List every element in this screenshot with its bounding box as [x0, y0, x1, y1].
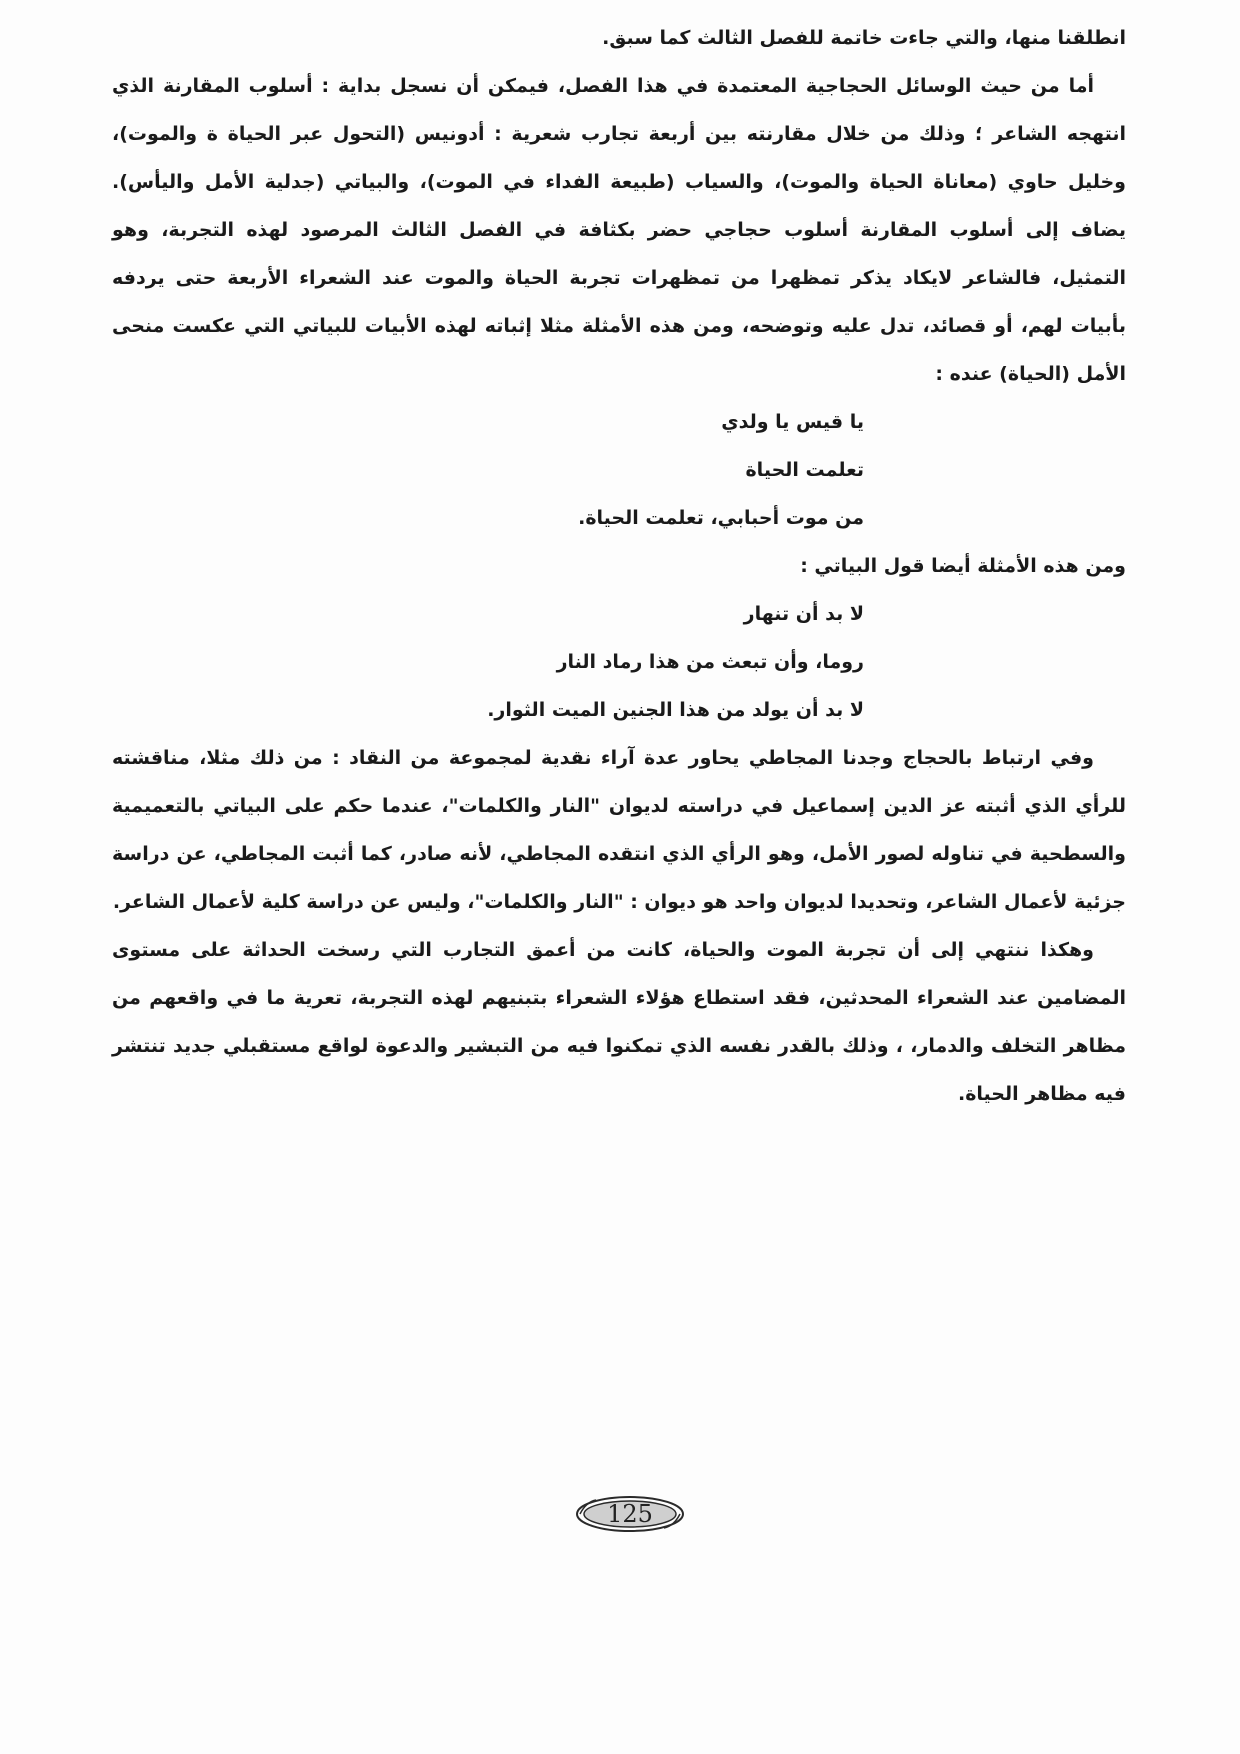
verse-group-rome — [112, 590, 1126, 734]
verse-line: من موت أحبابي، تعلمت الحياة. — [578, 507, 864, 529]
paragraph-comparison: أما من حيث الوسائل الحجاجية المعتمدة في هذا الفصل، فيمكن أن نسجل بداية : أسلوب المقارنة الذي انتهجه الشاعر ؛ وذلك من خلال مقارنته بين أربعة تجارب شعرية : أدونيس (التحول عبر الحياة ة والموت)، وخليل حاوي (معاناة الحياة والموت)، والسياب (طبيعة الفداء في الموت)، والبياتي (جدلية الأمل واليأس). يضاف إلى أسلوب المقارنة أسلوب حجاجي حضر بكثافة في الفصل الثالث المرصود لهذه التجربة، وهو التمثيل، فالشاعر لايكاد يذكر تمظهرا من تمظهرات تجربة الحياة والموت عند الشعراء الأربعة حتى يردفه بأبيات لهم، أو قصائد، تدل عليه وتوضحه، ومن هذه الأمثلة مثلا إثباته لهذه الأبيات للبياتي التي عكست منحى الأمل (الحياة) عنده : — [112, 75, 1126, 385]
verse-line: يا قيس يا ولدي — [721, 411, 864, 433]
verse-line: روما، وأن تبعث من هذا رماد النار — [556, 651, 864, 673]
paragraph-continuation: انطلقنا منها، والتي جاءت خاتمة للفصل الثالث كما سبق. — [602, 27, 1126, 49]
paragraph-example-intro: ومن هذه الأمثلة أيضا قول البياتي : — [800, 555, 1126, 577]
paragraph-critique: وفي ارتباط بالحجاج وجدنا المجاطي يحاور عدة آراء نقدية لمجموعة من النقاد : من ذلك مثلا، مناقشته للرأي الذي أثبته عز الدين إسماعيل في دراسته لديوان "النار والكلمات"، عندما حكم على البياتي بالتعميمية والسطحية في تناوله لصور الأمل، وهو الرأي الذي انتقده المجاطي، لأنه صادر، كما أثبت المجاطي، عن دراسة جزئية لأعمال الشاعر، وتحديدا لديوان واحد هو ديوان : "النار والكلمات"، وليس عن دراسة كلية لأعمال الشاعر. — [112, 747, 1126, 913]
verse-line: تعلمت الحياة — [745, 459, 864, 481]
verse-line: لا بد أن يولد من هذا الجنين الميت الثوار. — [487, 699, 864, 721]
verse-group-hope — [112, 398, 1126, 542]
paragraph-conclusion: وهكذا ننتهي إلى أن تجربة الموت والحياة، كانت من أعمق التجارب التي رسخت الحداثة على مستوى المضامين عند الشعراء المحدثين، فقد استطاع هؤلاء الشعراء بتبنيهم لهذه التجربة، تعرية ما في واقعهم من مظاهر التخلف والدمار، ، وذلك بالقدر نفسه الذي تمكنوا فيه من التبشير والدعوة لواقع مستقبلي جديد تنتشر فيه مظاهر الحياة. — [112, 939, 1126, 1105]
page-number-badge — [574, 1494, 686, 1534]
verse-line: لا بد أن تنهار — [743, 603, 864, 625]
document-body — [112, 14, 1126, 1118]
page-number: 125 — [607, 1500, 653, 1528]
